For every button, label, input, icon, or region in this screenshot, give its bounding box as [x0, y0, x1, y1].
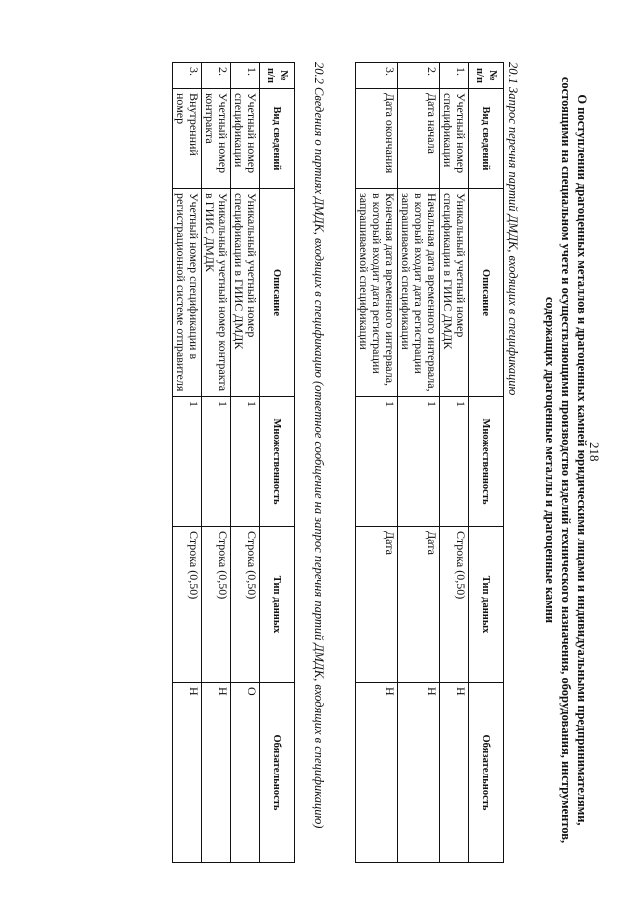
header-req: Обязательность [469, 683, 504, 863]
cell-kind: Учетный номер спецификации [440, 89, 469, 189]
header-kind: Вид сведений [260, 89, 295, 189]
cell-kind: Внутренний номер [173, 89, 202, 189]
cell-mult: 1 [202, 397, 231, 527]
table-1-header-row [469, 63, 504, 863]
cell-req: Н [398, 683, 440, 863]
cell-mult: 1 [356, 397, 398, 527]
cell-type: Строка (0,50) [440, 527, 469, 683]
cell-req: Н [440, 683, 469, 863]
header-type: Тип данных [260, 527, 295, 683]
cell-mult: 1 [440, 397, 469, 527]
header-req: Обязательность [260, 683, 295, 863]
page-number: 218 [587, 442, 602, 462]
cell-desc: Начальная дата временного интервала, в который входит дата регистрации запрашиваемой спецификации [398, 189, 440, 397]
header-kind: Вид сведений [469, 89, 504, 189]
cell-mult: 1 [398, 397, 440, 527]
section-heading: О поступлении драгоценных металлов и драгоценных камней юридическими лицами и индивидуальными предпринимателями, состоящими на специальном учете и осуществляющими производство изделий технического назначения, оборудования, инструментов, содержащих драгоценные металлы и драгоценные камни [543, 76, 589, 844]
table-row [356, 63, 398, 863]
table-row [231, 63, 260, 863]
cell-mult: 1 [231, 397, 260, 527]
cell-kind: Дата окончания [356, 89, 398, 189]
table-row [398, 63, 440, 863]
cell-mult: 1 [173, 397, 202, 527]
table-1 [355, 62, 504, 863]
table-1-caption: 20.1 Запрос перечня партий ДМДК, входящих в спецификацию [506, 62, 520, 396]
table-row [173, 63, 202, 863]
cell-req: Н [173, 683, 202, 863]
table-row [440, 63, 469, 863]
header-mult: Множественность [469, 397, 504, 527]
cell-kind: Учетный номер контракта [202, 89, 231, 189]
header-desc: Описание [469, 189, 504, 397]
header-num: № п/п [260, 63, 295, 89]
cell-kind: Учетный номер спецификации [231, 89, 260, 189]
header-type: Тип данных [469, 527, 504, 683]
cell-desc: Учетный номер спецификации в регистрационной системе отправителя [173, 189, 202, 397]
cell-num: 2. [398, 63, 440, 89]
cell-num: 1. [231, 63, 260, 89]
header-num: № п/п [469, 63, 504, 89]
cell-req: Н [356, 683, 398, 863]
table-2-caption: 20.2 Сведения о партиях ДМДК, входящих в спецификацию (ответное сообщение на запрос перечня партий ДМДК, входящих в спецификацию) [312, 62, 326, 829]
cell-type: Дата [356, 527, 398, 683]
cell-type: Дата [398, 527, 440, 683]
cell-num: 2. [202, 63, 231, 89]
cell-req: Н [202, 683, 231, 863]
table-row [202, 63, 231, 863]
cell-type: Строка (0,50) [173, 527, 202, 683]
cell-type: Строка (0,50) [202, 527, 231, 683]
cell-desc: Уникальный учетный номер спецификации в ГИИС ДМДК [440, 189, 469, 397]
table-2 [172, 62, 295, 863]
cell-num: 3. [356, 63, 398, 89]
cell-desc: Конечная дата временного интервала, в который входит дата регистрации запрашиваемой спецификации [356, 189, 398, 397]
cell-kind: Дата начала [398, 89, 440, 189]
header-mult: Множественность [260, 397, 295, 527]
table-2-header-row [260, 63, 295, 863]
cell-num: 3. [173, 63, 202, 89]
cell-type: Строка (0,50) [231, 527, 260, 683]
cell-desc: Уникальный учетный номер контракта в ГИИС ДМДК [202, 189, 231, 397]
cell-desc: Уникальный учетный номер спецификации в ГИИС ДМДК [231, 189, 260, 397]
cell-req: О [231, 683, 260, 863]
cell-num: 1. [440, 63, 469, 89]
header-desc: Описание [260, 189, 295, 397]
